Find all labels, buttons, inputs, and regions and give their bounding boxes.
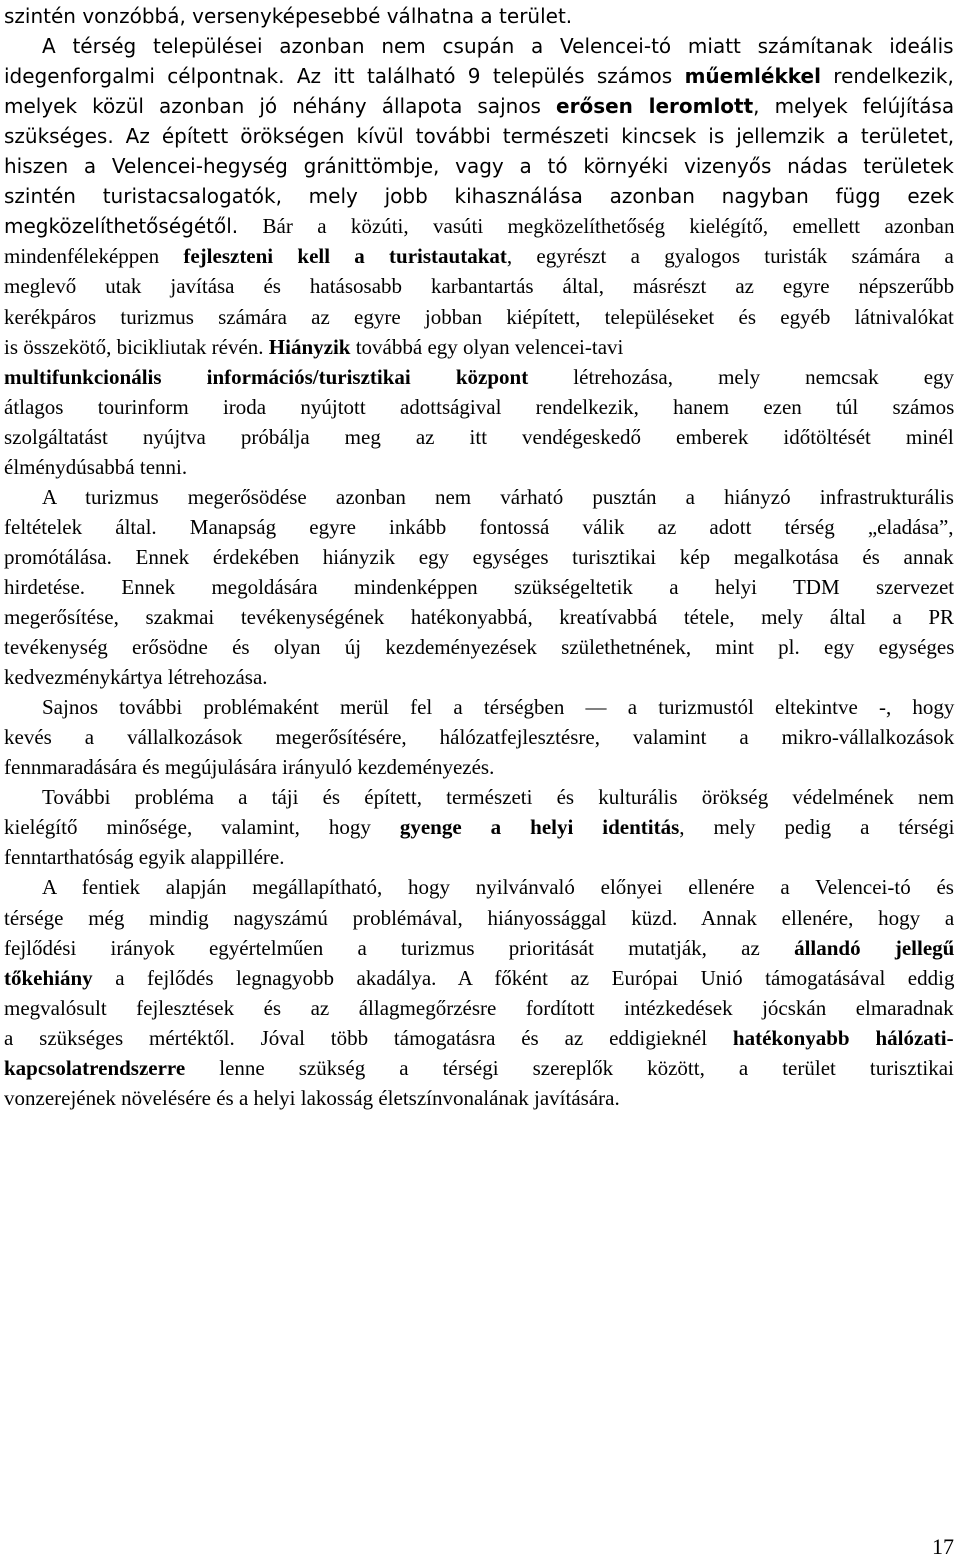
text-line bbox=[4, 812, 954, 842]
text-line bbox=[4, 602, 954, 632]
bold-text-segment: tőkehiány bbox=[4, 965, 93, 990]
text-segment: Bár a közúti, vasúti megközelíthetőség kielégítő, emellett azonban bbox=[238, 214, 955, 239]
text-segment: kevés a vállalkozások megerősítésére, hálózatfejlesztésre, valamint a mikro-vállalkozások bbox=[4, 725, 955, 750]
text-line bbox=[4, 452, 187, 482]
text-line bbox=[4, 963, 954, 993]
text-line bbox=[4, 1083, 620, 1113]
text-segment: A fentiek alapján megállapítható, hogy nyilvánvaló előnyei ellenére a Velencei-tó és bbox=[42, 875, 954, 900]
text-segment: a fejlődés legnagyobb akadálya. A főként az Európai Unió támogatásával eddig bbox=[92, 965, 955, 990]
bold-text-segment: kapcsolatrendszerre bbox=[4, 1055, 186, 1080]
text-segment: fenntarthatóság egyik alappillére. bbox=[4, 845, 285, 870]
text-segment: átlagos tourinform iroda nyújtott adottságival rendelkezik, hanem ezen túl számos bbox=[4, 394, 955, 419]
text-segment: szükséges. Az épített örökségen kívül további természeti kincsek is jellemzik a területet, bbox=[4, 124, 955, 149]
text-segment: , melyek felújítása bbox=[753, 94, 955, 119]
text-line bbox=[4, 91, 954, 121]
text-segment: térsége még mindig nagyszámú problémával, hiányossággal küzd. Annak ellenére, hogy a bbox=[4, 905, 955, 930]
page-number: 17 bbox=[932, 1534, 954, 1559]
text-line bbox=[42, 782, 954, 812]
text-segment: kerékpáros turizmus számára az egyre jobban kiépített, településeket és egyéb látnivalókat bbox=[4, 304, 954, 329]
text-line bbox=[4, 181, 954, 211]
text-segment: rendelkezik, bbox=[820, 64, 954, 89]
text-line bbox=[4, 752, 494, 782]
text-line bbox=[4, 121, 954, 151]
text-segment: továbbá egy olyan velencei-tavi bbox=[350, 334, 624, 359]
text-segment: kielégítő minősége, valamint, hogy bbox=[4, 815, 400, 840]
bold-text-segment: erősen leromlott bbox=[556, 94, 754, 119]
text-segment: A turizmus megerősödése azonban nem várható pusztán a hiányzó infrastrukturális bbox=[42, 484, 954, 509]
bold-text-segment: fejleszteni kell a turistautakat bbox=[183, 244, 507, 269]
text-line bbox=[4, 151, 954, 181]
text-segment: kedvezménykártya létrehozása. bbox=[4, 665, 268, 690]
text-line bbox=[4, 362, 954, 392]
text-segment: promótálása. Ennek érdekében hiányzik egy egységes turisztikai kép megalkotása és annak bbox=[4, 544, 954, 569]
text-segment: Sajnos további problémaként merül fel a térségben — a turizmustól eltekintve -, hogy bbox=[42, 695, 955, 720]
text-line bbox=[4, 1053, 954, 1083]
text-line bbox=[4, 332, 623, 362]
text-segment: A térség települései azonban nem csupán a Velencei-tó miatt számítanak ideális bbox=[42, 34, 954, 59]
bold-text-segment: gyenge a helyi identitás bbox=[399, 815, 680, 840]
text-segment: megközelíthetőségétől. bbox=[4, 214, 239, 239]
text-line bbox=[4, 722, 954, 752]
text-segment: megerősítése, szakmai tevékenységének hatékonyabbá, kreatívabbá tétele, mely által a PR bbox=[4, 605, 955, 629]
text-segment: fennmaradására és megújulására irányuló kezdeményezés. bbox=[4, 755, 495, 780]
text-segment: mindenféleképpen bbox=[4, 244, 184, 269]
text-segment: lenne szükség a térségi szereplők között, a terület turisztikai bbox=[185, 1055, 954, 1080]
text-segment: szintén turistacsalogatók, mely jobb kihasználása azonban nagyban függ ezek bbox=[4, 184, 955, 209]
text-line bbox=[4, 1, 572, 31]
text-segment: élménydúsabbá tenni. bbox=[4, 454, 188, 479]
text-line bbox=[4, 422, 954, 452]
text-line bbox=[4, 241, 954, 271]
text-line bbox=[42, 482, 954, 512]
text-segment: létrehozása, mely nemcsak egy bbox=[528, 364, 955, 389]
text-segment: szolgáltatást nyújtva próbálja meg az itt vendégeskedő emberek időtöltését minél bbox=[4, 424, 954, 449]
text-line bbox=[4, 392, 954, 422]
text-segment: tevékenység erősödne és olyan új kezdeményezések születhetnének, mint pl. egy egységes bbox=[4, 635, 955, 660]
text-line bbox=[4, 271, 954, 301]
text-segment: megvalósult fejlesztések és az állagmegőrzésre fordított intézkedések jócskán elmaradnak bbox=[4, 995, 954, 1020]
text-line bbox=[42, 31, 954, 61]
text-line bbox=[4, 572, 954, 602]
text-segment: feltételek által. Manapság egyre inkább fontossá válik az adott térség „eladása”, bbox=[4, 514, 954, 539]
text-line bbox=[4, 61, 954, 91]
bold-text-segment: állandó jellegű bbox=[794, 935, 955, 960]
text-segment: melyek közül azonban jó néhány állapota sajnos bbox=[4, 94, 557, 119]
text-line bbox=[4, 512, 954, 542]
bold-text-segment: multifunkcionális információs/turisztikai központ bbox=[4, 364, 529, 389]
text-line bbox=[4, 1023, 954, 1053]
text-line bbox=[4, 211, 954, 241]
text-line bbox=[4, 933, 954, 963]
text-segment: szintén vonzóbbá, versenyképesebbé válhatna a terület. bbox=[4, 4, 573, 28]
text-segment: További probléma a táji és épített, természeti és kulturális örökség védelmének nem bbox=[42, 785, 955, 810]
text-segment: idegenforgalmi célpontnak. Az itt található 9 település számos bbox=[4, 64, 685, 89]
text-segment: vonzerejének növelésére és a helyi lakosság életszínvonalának javítására. bbox=[4, 1085, 620, 1110]
text-segment: fejlődési irányok egyértelműen a turizmus prioritását mutatják, az bbox=[4, 935, 795, 960]
bold-text-segment: műemlékkel bbox=[684, 64, 821, 89]
text-line bbox=[4, 903, 954, 933]
text-line bbox=[4, 993, 954, 1023]
text-line bbox=[4, 542, 954, 572]
text-segment: , mely pedig a térségi bbox=[679, 815, 955, 840]
text-segment: a szükséges mértéktől. Jóval több támogatásra és az eddigieknél bbox=[4, 1025, 733, 1050]
bold-text-segment: Hiányzik bbox=[268, 334, 351, 359]
text-line bbox=[42, 872, 954, 902]
text-line bbox=[4, 302, 954, 332]
text-line bbox=[4, 632, 954, 662]
bold-text-segment: hatékonyabb hálózati- bbox=[732, 1025, 954, 1050]
text-segment: , egyrészt a gyalogos turisták számára a bbox=[506, 244, 954, 269]
text-segment: hiszen a Velencei-hegység gránittömbje, vagy a tó környéki vizenyős nádas területek bbox=[4, 154, 954, 179]
text-line bbox=[4, 662, 268, 692]
text-segment: hirdetése. Ennek megoldására mindenképpen szükségeltetik a helyi TDM szervezet bbox=[4, 574, 955, 599]
text-line bbox=[42, 692, 954, 722]
text-segment: meglevő utak javítása és hatásosabb karbantartás által, másrészt az egyre népszerűbb bbox=[4, 274, 955, 299]
text-line bbox=[4, 842, 284, 872]
text-segment: is összekötő, bicikliutak révén. bbox=[4, 334, 269, 359]
